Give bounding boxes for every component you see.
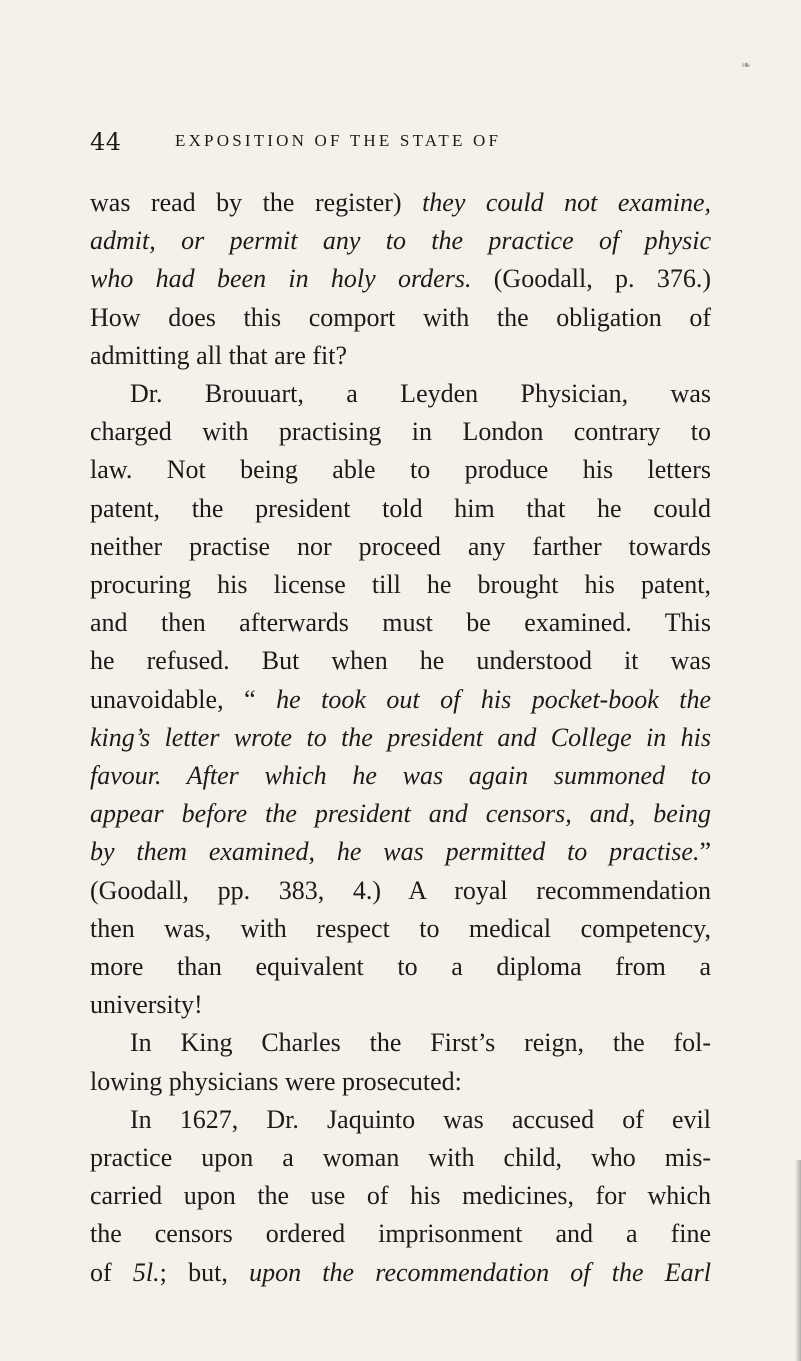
text-line: unavoidable, “ he took out of his pocket-book the (90, 684, 711, 714)
page-edge-shadow (795, 1160, 801, 1361)
text-line: king’s letter wrote to the president and College in his (90, 722, 711, 752)
text-line: admitting all that are fit? (90, 340, 348, 370)
text-line: by them examined, he was permitted to practise.” (90, 837, 711, 867)
text-line: Dr. Brouuart, a Leyden Physician, was (130, 379, 711, 409)
text-line: patent, the president told him that he could (90, 493, 711, 523)
running-head: EXPOSITION OF THE STATE OF (175, 131, 502, 150)
text-line: university! (90, 990, 203, 1020)
text-line: lowing physicians were prosecuted: (90, 1066, 462, 1096)
text-line: law. Not being able to produce his letters (90, 455, 711, 485)
text-line: In King Charles the First’s reign, the fol- (130, 1028, 711, 1058)
ornament-icon: ❧ (740, 58, 751, 72)
text-line: favour. After which he was again summoned to (90, 761, 711, 791)
text-line: carried upon the use of his medicines, for which (90, 1181, 711, 1211)
text-line: (Goodall, pp. 383, 4.) A royal recommendation (90, 875, 711, 905)
text-line: who had been in holy orders. (Goodall, p. 376.) (90, 264, 711, 294)
text-line: of 5l.; but, upon the recommendation of the Earl (90, 1257, 711, 1287)
body-text (90, 184, 711, 1292)
text-line: admit, or permit any to the practice of physic (90, 226, 711, 256)
text-line: neither practise nor proceed any farther towards (90, 531, 711, 561)
text-line: then was, with respect to medical competency, (90, 913, 711, 943)
text-line: the censors ordered imprisonment and a fine (90, 1219, 711, 1249)
page-number: 44 (90, 128, 122, 156)
text-line: practice upon a woman with child, who mis- (90, 1143, 711, 1173)
text-line: appear before the president and censors, and, being (90, 799, 711, 829)
text-line: more than equivalent to a diploma from a (90, 952, 711, 982)
text-line: and then afterwards must be examined. This (90, 608, 711, 638)
text-line: he refused. But when he understood it was (90, 646, 711, 676)
text-line: was read by the register) they could not examine, (90, 188, 711, 217)
text-line: How does this comport with the obligation of (90, 302, 711, 332)
text-line: procuring his license till he brought his patent, (90, 570, 711, 600)
text-line: In 1627, Dr. Jaquinto was accused of evil (130, 1104, 711, 1134)
text-line: charged with practising in London contrary to (90, 417, 711, 447)
